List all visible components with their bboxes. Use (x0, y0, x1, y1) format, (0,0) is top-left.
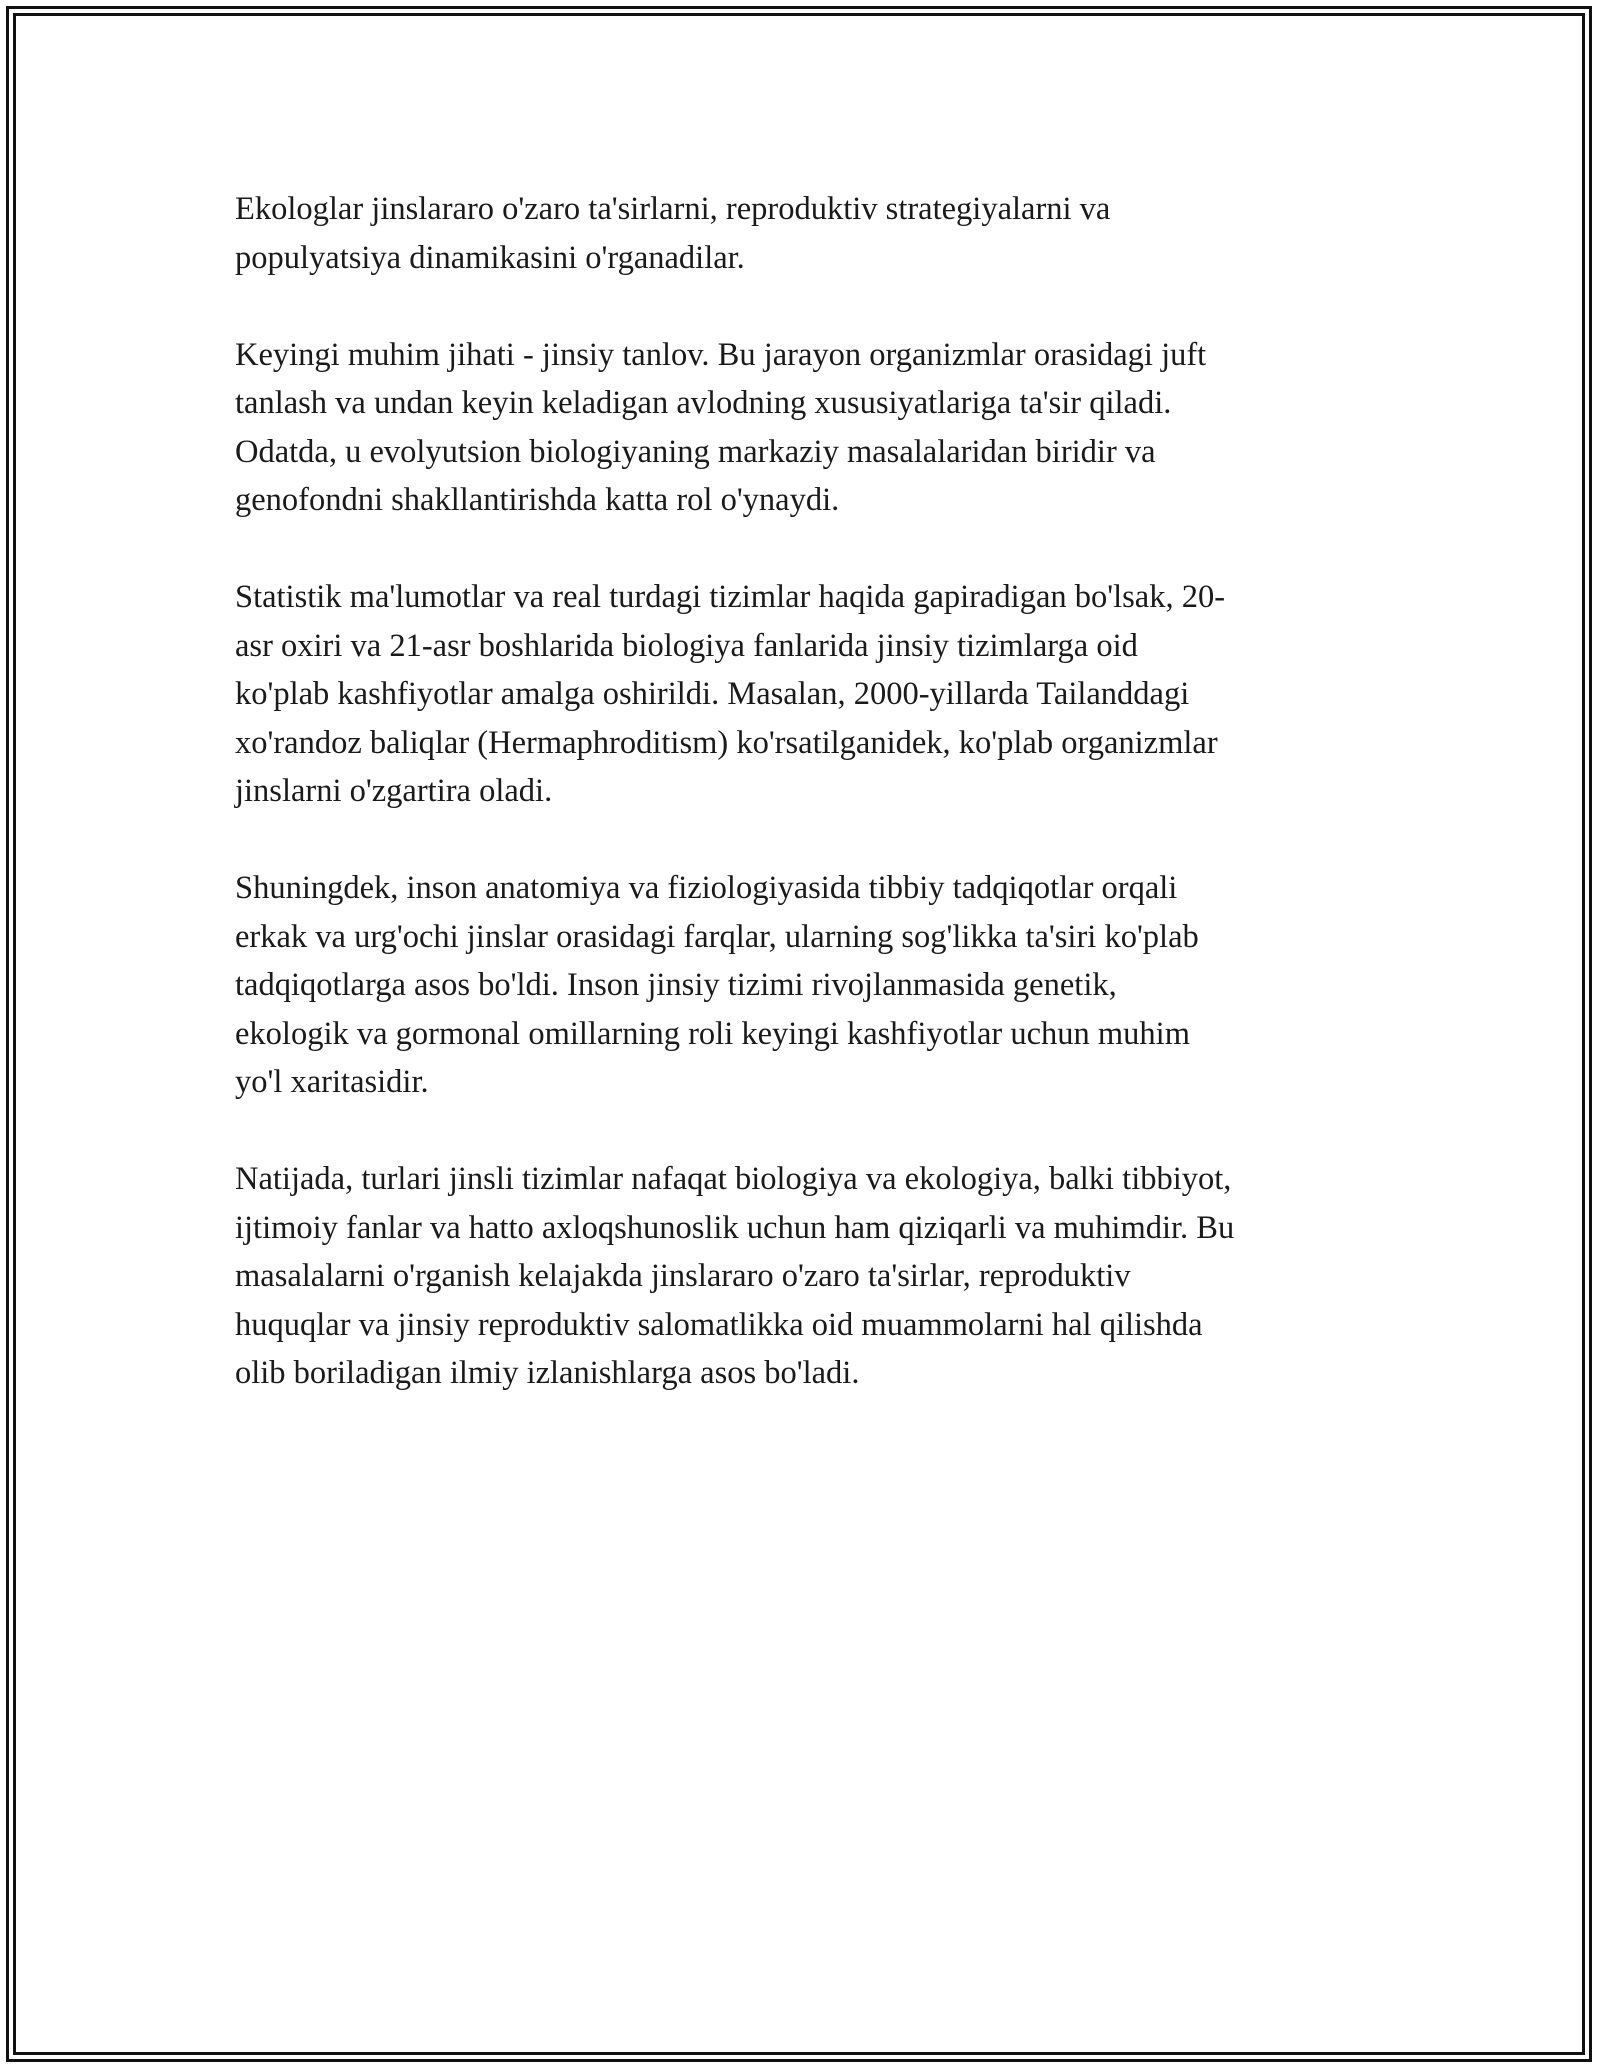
paragraph-4 (235, 864, 1375, 1107)
paragraph-line: asr oxiri va 21-asr boshlarida biologiya fanlarida jinsiy tizimlarga oid (235, 627, 1138, 664)
paragraph-line: Natijada, turlari jinsli tizimlar nafaqat biologiya va ekologiya, balki tibbiyot, (235, 1161, 1232, 1197)
paragraph-line: Shuningdek, inson anatomiya va fiziologiyasida tibbiy tadqiqotlar orqali (235, 870, 1178, 906)
paragraph-line: populyatsiya dinamikasini o'rganadilar. (235, 239, 745, 276)
paragraph-line: huquqlar va jinsiy reproduktiv salomatlikka oid muammolarni hal qilishda (235, 1306, 1203, 1343)
paragraph-line: genofondni shakllantirishda katta rol o'ynaydi. (235, 482, 840, 518)
paragraph-line: Keyingi muhim jihati - jinsiy tanlov. Bu jarayon organizmlar orasidagi juft (235, 336, 1207, 373)
paragraph-1 (235, 185, 1375, 282)
paragraph-line: ijtimoiy fanlar va hatto axloqshunoslik uchun ham qiziqarli va muhimdir. Bu (235, 1209, 1235, 1246)
paragraph-line: ko'plab kashfiyotlar amalga oshirildi. Masalan, 2000-yillarda Tailanddagi (235, 676, 1190, 712)
paragraph-line: Odatda, u evolyutsion biologiyaning markaziy masalalaridan biridir va (235, 433, 1156, 470)
paragraph-line: erkak va urg'ochi jinslar orasidagi farqlar, ularning sog'likka ta'siri ko'plab (235, 918, 1199, 955)
paragraph-line: tadqiqotlarga asos bo'ldi. Inson jinsiy tizimi rivojlanmasida genetik, (235, 967, 1117, 1003)
paragraph-line: Statistik ma'lumotlar va real turdagi tizimlar haqida gapiradigan bo'lsak, 20- (235, 579, 1226, 615)
document-body (235, 185, 1375, 1446)
paragraph-line: masalalarni o'rganish kelajakda jinslararo o'zaro ta'sirlar, reproduktiv (235, 1258, 1131, 1294)
paragraph-5 (235, 1155, 1375, 1398)
paragraph-line: Ekologlar jinslararo o'zaro ta'sirlarni, reproduktiv strategiyalarni va (235, 191, 1111, 227)
paragraph-line: yo'l xaritasidir. (235, 1064, 429, 1100)
paragraph-line: tanlash va undan keyin keladigan avlodning xususiyatlariga ta'sir qiladi. (235, 385, 1172, 421)
paragraph-3 (235, 573, 1375, 816)
paragraph-line: olib boriladigan ilmiy izlanishlarga asos bo'ladi. (235, 1355, 860, 1391)
paragraph-line: jinslarni o'zgartira oladi. (235, 773, 553, 809)
paragraph-line: xo'randoz baliqlar (Hermaphroditism) ko'rsatilganidek, ko'plab organizmlar (235, 724, 1218, 761)
paragraph-line: ekologik va gormonal omillarning roli keyingi kashfiyotlar uchun muhim (235, 1015, 1190, 1052)
paragraph-2 (235, 331, 1375, 525)
